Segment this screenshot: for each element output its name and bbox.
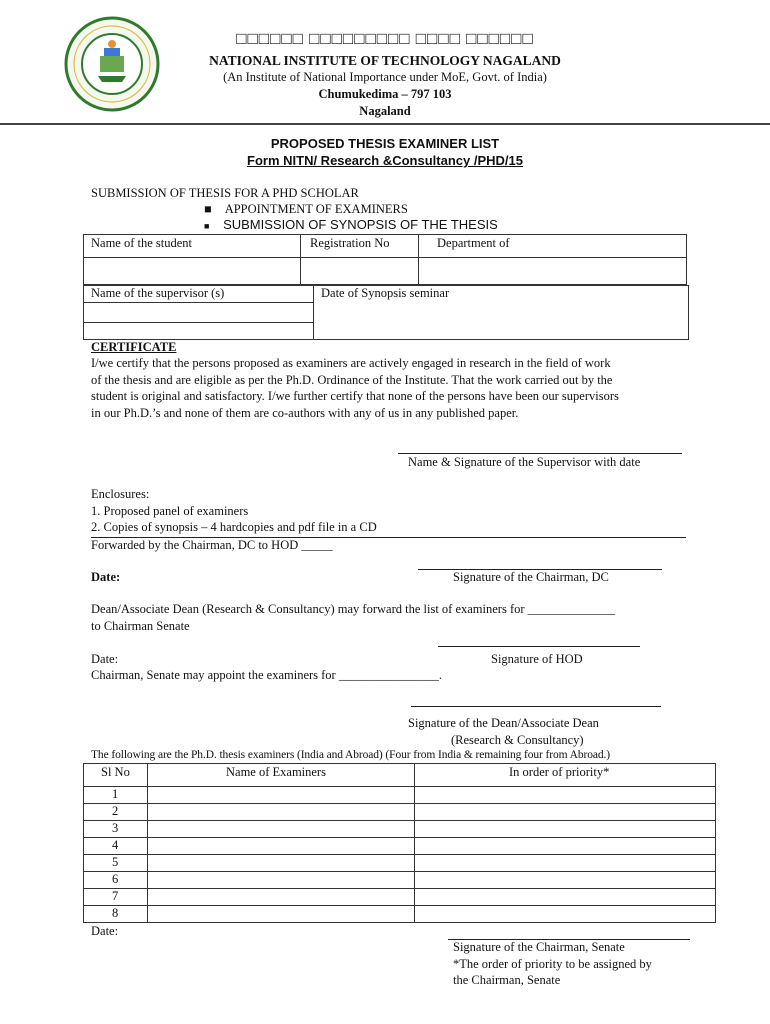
examiners-header-slno-label: Sl No (101, 765, 130, 779)
table-row-number: 2 (112, 804, 119, 818)
submission-heading: SUBMISSION OF THESIS FOR A PHD SCHOLAR (91, 186, 359, 200)
table-row-cell[interactable] (147, 888, 415, 906)
certificate-line-4: in our Ph.D.’s and none of them are co-authors with any of us in any published paper. (91, 406, 519, 420)
table-row-number: 1 (112, 787, 119, 801)
table-row-cell[interactable] (147, 871, 415, 889)
bullet-icon: ■ (204, 202, 212, 216)
date-label-hod: Date: (91, 652, 119, 666)
dean-signature-label: Signature of the Dean/Associate Dean (408, 716, 599, 730)
table-row-cell[interactable] (414, 871, 716, 889)
institute-subtitle: (An Institute of National Importance under MoE, Govt. of India) (223, 70, 547, 84)
table-row-cell[interactable] (414, 888, 716, 906)
table-row-number: 4 (112, 838, 119, 852)
hod-signature-label: Signature of HOD (491, 652, 583, 666)
registration-field[interactable] (300, 257, 419, 285)
forwarded-line: Forwarded by the Chairman, DC to HOD _____ (91, 538, 333, 552)
address-line-2: Nagaland (359, 104, 411, 118)
bullet-appointment (204, 202, 408, 217)
date-label-dc: Date: (91, 570, 121, 584)
table-row-cell[interactable] (147, 905, 415, 923)
certificate-line-3: student is original and satisfactory. I/we further certify that none of the persons have been our supervisors (91, 389, 619, 403)
supervisor-signature-label: Name & Signature of the Supervisor with date (408, 455, 641, 469)
table-row-number: 7 (112, 889, 119, 903)
table-row-cell[interactable] (147, 803, 415, 821)
address-line-1: Chumukedima – 797 103 (318, 87, 452, 101)
bullet-appointment-text: APPOINTMENT OF EXAMINERS (224, 202, 408, 216)
table-row-cell[interactable] (414, 803, 716, 821)
examiners-intro: The following are the Ph.D. thesis examiners (India and Abroad) (Four from India & remaining four from Abroad.) (91, 749, 611, 761)
hod-signature-line (438, 646, 640, 647)
table-row-cell[interactable] (147, 854, 415, 872)
enclosure-item-1: 1. Proposed panel of examiners (91, 504, 249, 518)
dean-signature-line (411, 706, 661, 707)
priority-note-2: the Chairman, Senate (453, 973, 561, 987)
registration-label: Registration No (310, 236, 390, 250)
examiners-header-priority-label: In order of priority* (509, 765, 610, 779)
table-row-number: 8 (112, 906, 119, 920)
table-row-cell[interactable] (414, 905, 716, 923)
student-name-label: Name of the student (91, 236, 193, 250)
dean-forward-line-1: Dean/Associate Dean (Research & Consultancy) may forward the list of examiners for ______________ (91, 602, 616, 616)
enclosures-heading: Enclosures: (91, 487, 150, 501)
date-label-senate: Date: (91, 924, 119, 938)
table-row-number: 6 (112, 872, 119, 886)
supervisor-signature-line (398, 453, 682, 454)
bullet-synopsis-text: SUBMISSION OF SYNOPSIS OF THE THESIS (223, 217, 498, 232)
certificate-line-2: of the thesis and are eligible as per the Ph.D. Ordinance of the Institute. That the work carried out by the (91, 373, 613, 387)
table-row-cell[interactable] (147, 786, 415, 804)
supervisor-field-2[interactable] (83, 322, 314, 340)
bullet-synopsis (204, 217, 498, 232)
table-row-cell[interactable] (414, 820, 716, 838)
bullet-icon: ■ (204, 221, 210, 231)
synopsis-date-label: Date of Synopsis seminar (321, 286, 450, 300)
senate-appoint-line: Chairman, Senate may appoint the examiners for ________________. (91, 668, 442, 682)
header-divider (0, 123, 770, 125)
dean-forward-line-2: to Chairman Senate (91, 619, 190, 633)
institute-name: NATIONAL INSTITUTE OF TECHNOLOGY NAGALAND (209, 53, 561, 68)
table-row-cell[interactable] (147, 820, 415, 838)
table-row-number: 3 (112, 821, 119, 835)
table-row-cell[interactable] (414, 837, 716, 855)
certificate-line-1: I/we certify that the persons proposed as examiners are actively engaged in research in the field of work (91, 356, 611, 370)
enclosure-item-2: 2. Copies of synopsis – 4 hardcopies and pdf file in a CD (91, 520, 377, 534)
form-reference: Form NITN/ Research &Consultancy /PHD/15 (247, 153, 523, 168)
supervisor-field-1[interactable] (83, 302, 314, 323)
certificate-heading: CERTIFICATE (91, 340, 177, 354)
examiners-header-name-label: Name of Examiners (226, 765, 326, 779)
priority-note-1: *The order of priority to be assigned by (453, 957, 652, 971)
hindi-name: □□□□□□ □□□□□□□□□ □□□□ □□□□□□ (236, 29, 534, 48)
table-row-cell[interactable] (147, 837, 415, 855)
department-field[interactable] (418, 257, 687, 285)
form-title: PROPOSED THESIS EXAMINER LIST (270, 136, 500, 151)
table-row-cell[interactable] (414, 786, 716, 804)
supervisor-label: Name of the supervisor (s) (91, 286, 225, 300)
senate-signature-label: Signature of the Chairman, Senate (453, 940, 625, 954)
department-label: Department of (437, 236, 510, 250)
student-name-field[interactable] (83, 257, 301, 285)
dean-signature-sublabel: (Research & Consultancy) (451, 733, 584, 747)
chairman-dc-signature-label: Signature of the Chairman, DC (453, 570, 609, 584)
table-row-cell[interactable] (414, 854, 716, 872)
table-row-number: 5 (112, 855, 119, 869)
